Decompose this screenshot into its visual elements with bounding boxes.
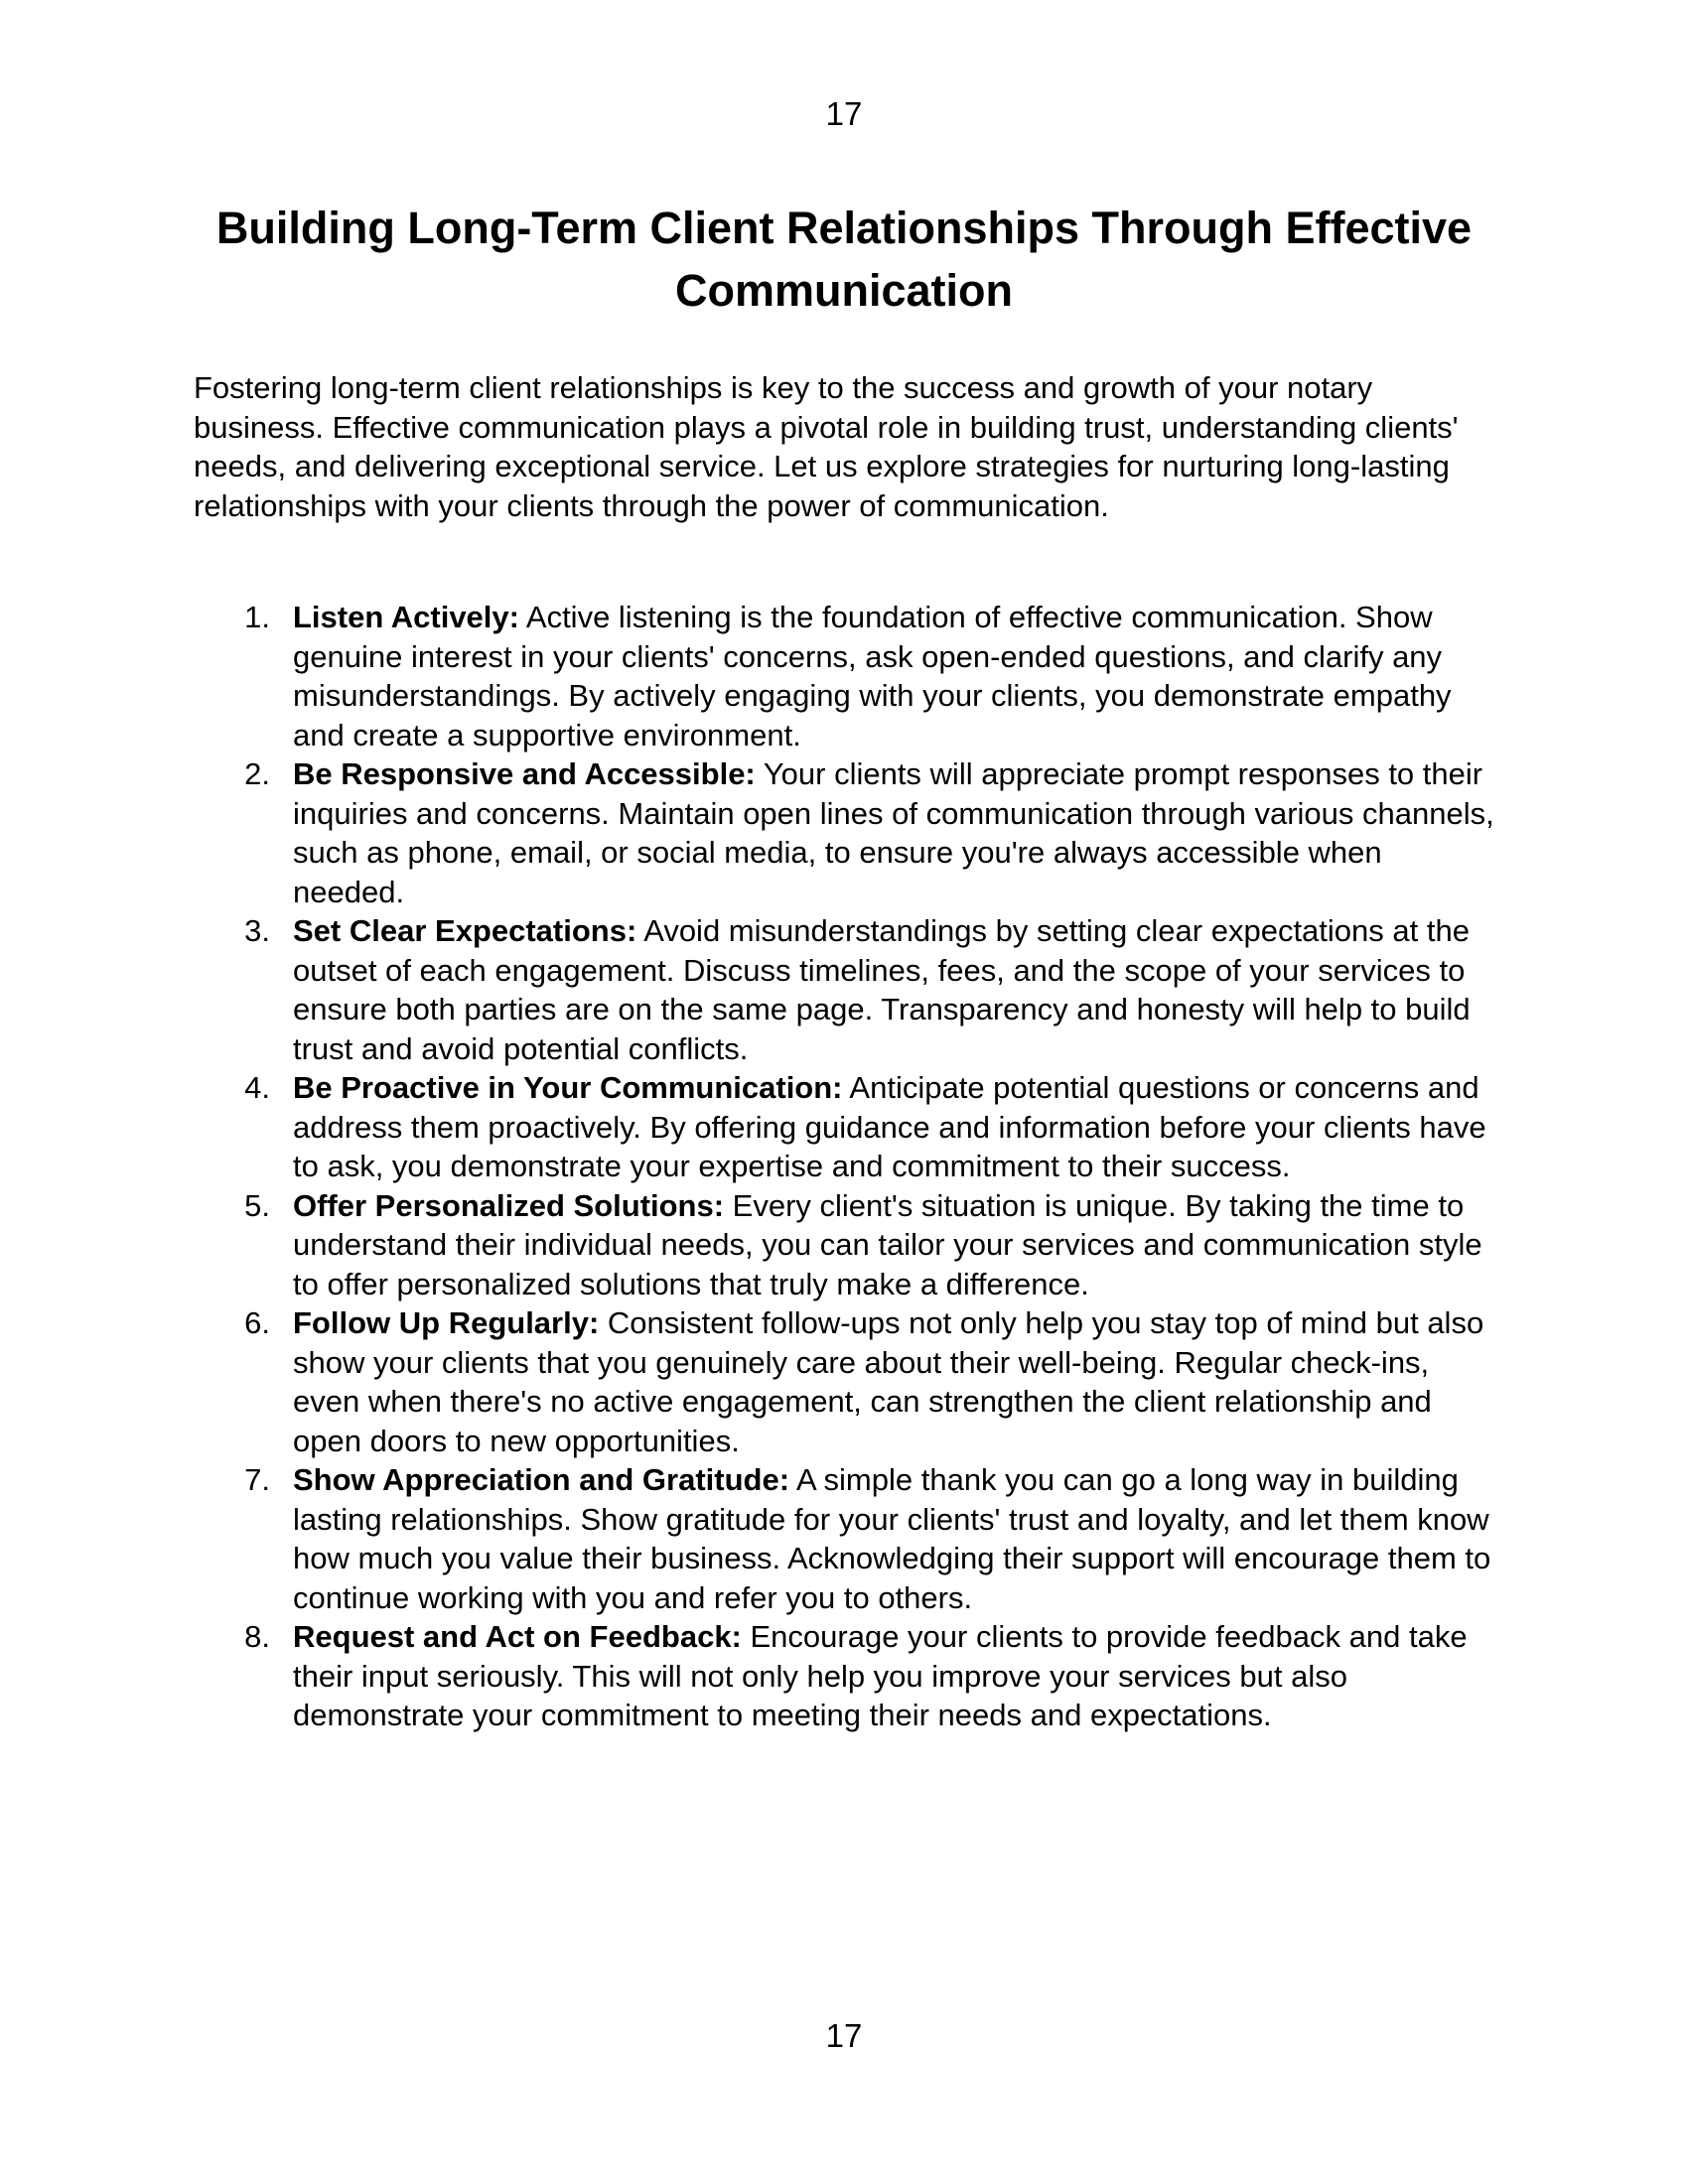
list-item-text: Your clients will appreciate prompt responses to their inquiries and concerns. Maintain open lines of communication through various channels, such as phone, email, or social media, to ensure you're always accessible when needed. [293,756,1494,909]
list-item-text: Avoid misunderstandings by setting clear expectations at the outset of each engagement. Discuss timelines, fees, and the scope of your services to ensure both parties are on the same page. Transparency and honesty will help to build trust and avoid potential conflicts. [293,913,1471,1066]
list-item-number: 8. [244,1619,270,1654]
list-item [244,1303,1494,1460]
list-item-number: 5. [244,1187,270,1223]
list-item-lead: Set Clear Expectations: [293,913,637,948]
list-item-lead: Be Responsive and Accessible: [293,756,756,791]
list-item-lead: Be Proactive in Your Communication: [293,1070,843,1105]
list-item-text: Active listening is the foundation of effective communication. Show genuine interest in your clients' concerns, ask open-ended questions, and clarify any misunderstandings. By actively engaging with your clients, you demonstrate empathy and create a supportive environment. [293,600,1452,752]
list-item-number: 1. [244,600,270,634]
footer-page-number: 17 [825,2017,863,2054]
list-item-number: 3. [244,913,270,948]
header-page-number: 17 [825,95,863,132]
list-item-text: Anticipate potential questions or concerns and address them proactively. By offering guidance and information before your clients have to ask, you demonstrate your expertise and commitment to their success. [293,1070,1486,1183]
list-item [244,911,1494,1068]
list-item [244,1617,1494,1735]
list-item [244,598,1494,754]
list-item-lead: Offer Personalized Solutions: [293,1187,725,1223]
list-item-text: Consistent follow-ups not only help you stay top of mind but also show your clients that you genuinely care about their well-being. Regular check-ins, even when there's no active engagement, can strengthen the client relationship and open doors to new opportunities. [293,1305,1484,1458]
list-item-text: Encourage your clients to provide feedback and take their input seriously. This will not only help you improve your services but also demonstrate your commitment to meeting their needs and expectations. [293,1619,1468,1732]
list-item [244,1460,1494,1617]
list-item-lead: Show Appreciation and Gratitude: [293,1462,790,1497]
strategies-list [194,598,1494,1735]
list-item [244,1186,1494,1304]
list-item-number: 2. [244,756,270,791]
list-item-number: 6. [244,1305,270,1340]
list-item [244,754,1494,911]
list-item-lead: Listen Actively: [293,600,519,634]
document-title: Building Long-Term Client Relationships Through Effective Communication [215,203,1473,316]
list-item-text: Every client's situation is unique. By taking the time to understand their individual needs, you can tailor your services and communication style to offer personalized solutions that truly make a difference. [293,1187,1482,1301]
list-item-lead: Follow Up Regularly: [293,1305,600,1340]
list-item-number: 4. [244,1070,270,1105]
list-item-number: 7. [244,1462,270,1497]
list-item-text: A simple thank you can go a long way in building lasting relationships. Show gratitude for your clients' trust and loyalty, and let them know how much you value their business. Acknowledging their support will encourage them to continue working with you and refer you to others. [293,1462,1491,1615]
list-item [244,1068,1494,1186]
intro-paragraph: Fostering long-term client relationships is key to the success and growth of your notary business. Effective communication plays a pivotal role in building trust, understanding clients' needs, and delivering exceptional service. Let us explore strategies for nurturing long-lasting relationships with your clients through the power of communication. [194,370,1459,523]
list-item-lead: Request and Act on Feedback: [293,1619,742,1654]
